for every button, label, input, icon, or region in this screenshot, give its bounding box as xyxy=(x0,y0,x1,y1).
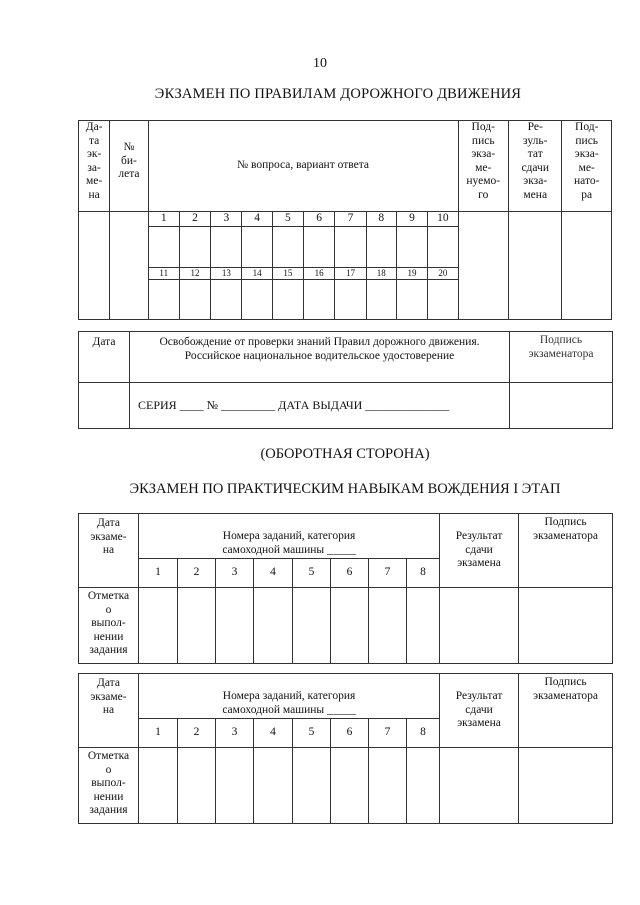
task-num: 6 xyxy=(331,559,369,588)
mark-cell[interactable] xyxy=(407,588,440,664)
practical-sign-header: Подпись экзаменатора xyxy=(519,514,613,588)
answer-cell[interactable] xyxy=(211,280,242,320)
q-num: 16 xyxy=(304,268,335,280)
mark-cell[interactable] xyxy=(331,748,369,824)
task-num: 4 xyxy=(254,719,293,748)
theory-exam-title: ЭКЗАМЕН ПО ПРАВИЛАМ ДОРОЖНОГО ДВИЖЕНИЯ xyxy=(154,86,522,102)
mark-cell[interactable] xyxy=(293,748,331,824)
ticket-cell[interactable] xyxy=(110,212,148,320)
mark-cell[interactable] xyxy=(331,588,369,664)
task-num: 7 xyxy=(369,719,407,748)
practical-table-2 xyxy=(78,673,613,824)
q-num: 9 xyxy=(396,212,427,227)
mark-label: Отметка о выпол- нении задания xyxy=(79,588,139,664)
mark-cell[interactable] xyxy=(293,588,331,664)
answer-cell[interactable] xyxy=(148,280,179,320)
exemption-sign-cell[interactable] xyxy=(510,383,613,429)
series-line[interactable]: СЕРИЯ ____ № _________ ДАТА ВЫДАЧИ ______________ xyxy=(130,383,510,429)
q-num: 11 xyxy=(148,268,179,280)
practical-tasks-header: Номера заданий, категория самоходной машины _____ xyxy=(139,514,440,559)
answer-cell[interactable] xyxy=(179,280,210,320)
task-num: 2 xyxy=(178,559,216,588)
practical-tasks-header: Номера заданий, категория самоходной машины _____ xyxy=(139,674,440,719)
task-num: 6 xyxy=(331,719,369,748)
examiner-sign-cell[interactable] xyxy=(562,212,612,320)
q-num: 1 xyxy=(148,212,179,227)
q-num: 10 xyxy=(428,212,458,227)
exemption-sign-label: Подпись экзаменатора xyxy=(510,332,613,383)
mark-cell[interactable] xyxy=(369,748,407,824)
answer-cell[interactable] xyxy=(428,227,458,268)
practical-exam-title: ЭКЗАМЕН ПО ПРАКТИЧЕСКИМ НАВЫКАМ ВОЖДЕНИЯ I ЭТАП xyxy=(129,481,561,497)
q-num: 4 xyxy=(242,212,272,227)
theory-exam-table xyxy=(78,120,612,320)
mark-cell[interactable] xyxy=(178,748,216,824)
mark-cell[interactable] xyxy=(407,748,440,824)
q-num: 18 xyxy=(366,268,396,280)
examiner-sign-cell[interactable] xyxy=(519,588,613,664)
mark-cell[interactable] xyxy=(178,588,216,664)
answer-cell[interactable] xyxy=(211,227,242,268)
task-num: 1 xyxy=(139,559,178,588)
task-num: 7 xyxy=(369,559,407,588)
q-num: 12 xyxy=(179,268,210,280)
examinee-sign-header: Под- пись экза- ме- нуемо- го xyxy=(458,121,508,212)
mark-cell[interactable] xyxy=(254,748,293,824)
exemption-table xyxy=(78,331,613,429)
q-num: 20 xyxy=(428,268,458,280)
answer-cell[interactable] xyxy=(304,227,335,268)
mark-cell[interactable] xyxy=(216,588,254,664)
mark-cell[interactable] xyxy=(254,588,293,664)
question-header: № вопроса, вариант ответа xyxy=(148,121,458,212)
answer-cell[interactable] xyxy=(335,280,366,320)
answer-cell[interactable] xyxy=(179,227,210,268)
answer-cell[interactable] xyxy=(148,227,179,268)
task-num: 1 xyxy=(139,719,178,748)
answer-cell[interactable] xyxy=(304,280,335,320)
q-num: 7 xyxy=(335,212,366,227)
answer-cell[interactable] xyxy=(272,227,303,268)
exemption-date-label: Дата xyxy=(79,332,130,383)
q-num: 3 xyxy=(211,212,242,227)
q-num: 19 xyxy=(396,268,427,280)
mark-cell[interactable] xyxy=(216,748,254,824)
answer-cell[interactable] xyxy=(396,280,427,320)
exemption-date-cell[interactable] xyxy=(79,383,130,429)
q-num: 13 xyxy=(211,268,242,280)
examiner-sign-header: Под- пись экза- ме- нато- ра xyxy=(562,121,612,212)
practical-table-1 xyxy=(78,513,613,664)
task-num: 8 xyxy=(407,559,440,588)
practical-date-header: Дата экзаме- на xyxy=(79,674,139,748)
practical-result-header: Результат сдачи экзамена xyxy=(440,674,519,748)
task-num: 5 xyxy=(293,719,331,748)
task-num: 3 xyxy=(216,719,254,748)
result-header: Ре- зуль- тат сдачи экза- мена xyxy=(508,121,561,212)
result-cell[interactable] xyxy=(440,588,519,664)
mark-cell[interactable] xyxy=(369,588,407,664)
ticket-header: № би- лета xyxy=(110,121,148,212)
answer-cell[interactable] xyxy=(242,280,272,320)
q-num: 6 xyxy=(304,212,335,227)
examiner-sign-cell[interactable] xyxy=(519,748,613,824)
answer-cell[interactable] xyxy=(335,227,366,268)
result-cell[interactable] xyxy=(440,748,519,824)
practical-date-header: Дата экзаме- на xyxy=(79,514,139,588)
answer-cell[interactable] xyxy=(272,280,303,320)
answer-cell[interactable] xyxy=(366,227,396,268)
date-cell[interactable] xyxy=(79,212,110,320)
answer-cell[interactable] xyxy=(428,280,458,320)
practical-sign-header: Подпись экзаменатора xyxy=(519,674,613,748)
answer-cell[interactable] xyxy=(242,227,272,268)
answer-cell[interactable] xyxy=(396,227,427,268)
practical-result-header: Результат сдачи экзамена xyxy=(440,514,519,588)
answer-cell[interactable] xyxy=(366,280,396,320)
reverse-side-label: (ОБОРОТНАЯ СТОРОНА) xyxy=(260,446,430,462)
result-cell[interactable] xyxy=(508,212,561,320)
q-num: 17 xyxy=(335,268,366,280)
exemption-text: Освобождение от проверки знаний Правил дорожного движения. Российское национальное водительское удостоверение xyxy=(130,332,510,383)
examinee-sign-cell[interactable] xyxy=(458,212,508,320)
q-num: 5 xyxy=(272,212,303,227)
task-num: 5 xyxy=(293,559,331,588)
mark-cell[interactable] xyxy=(139,588,178,664)
q-num: 14 xyxy=(242,268,272,280)
mark-label: Отметка о выпол- нении задания xyxy=(79,748,139,824)
date-header: Да- та эк- за- ме- на xyxy=(79,121,110,212)
task-num: 4 xyxy=(254,559,293,588)
q-num: 2 xyxy=(179,212,210,227)
task-num: 8 xyxy=(407,719,440,748)
task-num: 3 xyxy=(216,559,254,588)
task-num: 2 xyxy=(178,719,216,748)
q-num: 8 xyxy=(366,212,396,227)
q-num: 15 xyxy=(272,268,303,280)
mark-cell[interactable] xyxy=(139,748,178,824)
page-number: 10 xyxy=(313,56,327,71)
